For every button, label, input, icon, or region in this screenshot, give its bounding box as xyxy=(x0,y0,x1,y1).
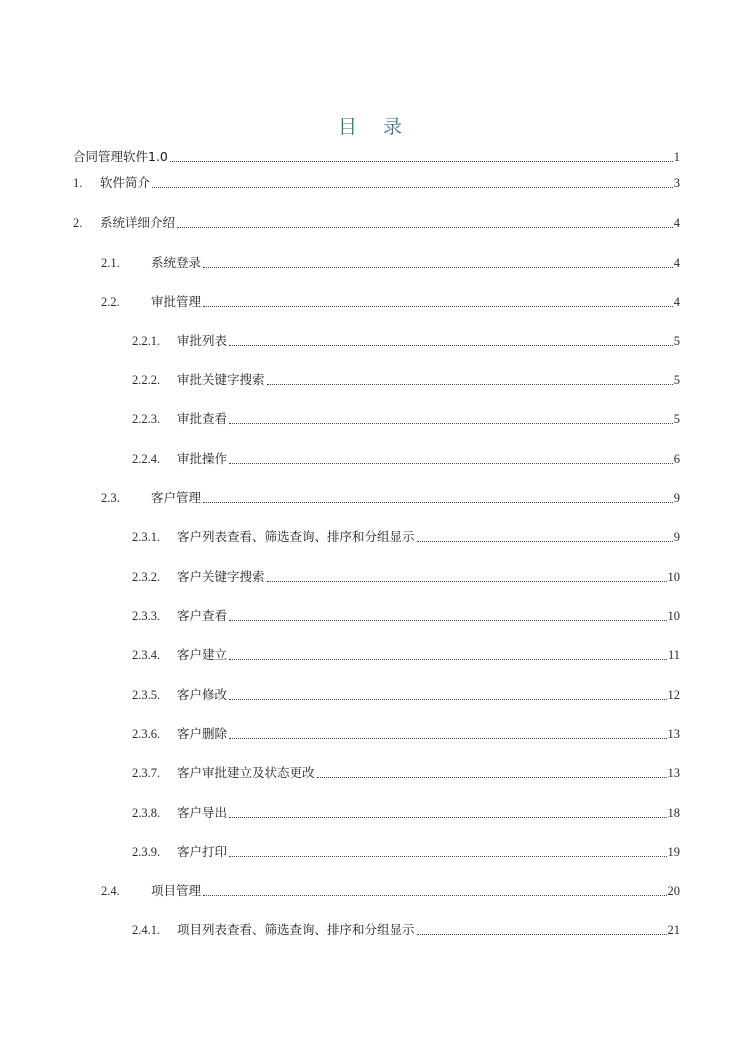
toc-page-number: 10 xyxy=(667,570,680,584)
toc-number: 2.4. xyxy=(101,884,120,898)
toc-label: 项目管理 xyxy=(151,883,202,898)
toc-entry[interactable] xyxy=(132,725,680,743)
dot-leader xyxy=(203,305,673,307)
dot-leader xyxy=(203,894,666,896)
dot-leader xyxy=(170,160,673,162)
toc-entry[interactable] xyxy=(132,843,680,861)
toc-page-number: 13 xyxy=(667,727,680,741)
dot-leader xyxy=(267,383,673,385)
toc-number: 2.2.2. xyxy=(132,373,161,387)
toc-page-number: 13 xyxy=(667,766,680,780)
toc-page-number: 5 xyxy=(673,373,680,387)
toc-page-number: 11 xyxy=(667,648,680,662)
toc-label: 合同管理软件1.0 xyxy=(73,149,168,164)
toc-entry[interactable] xyxy=(132,371,680,389)
toc-number: 2.3.9. xyxy=(132,845,161,859)
toc-entry[interactable] xyxy=(132,686,680,704)
toc-label: 项目列表查看、筛选查询、排序和分组显示 xyxy=(177,922,415,937)
toc-entry[interactable] xyxy=(132,410,680,428)
toc-number: 2.2.1. xyxy=(132,334,161,348)
toc-page-number: 19 xyxy=(667,845,680,859)
toc-page-number: 21 xyxy=(667,923,680,937)
toc-label: 客户查看 xyxy=(177,608,228,623)
dot-leader xyxy=(317,776,667,778)
toc-number: 2.3.8. xyxy=(132,806,161,820)
dot-leader xyxy=(229,422,673,424)
dot-leader xyxy=(229,698,666,700)
toc-number: 2.3.7. xyxy=(132,766,161,780)
toc-entry[interactable] xyxy=(132,646,680,664)
dot-leader xyxy=(203,266,673,268)
toc-number: 2.2.3. xyxy=(132,412,161,426)
toc-label: 客户列表查看、筛选查询、排序和分组显示 xyxy=(177,529,415,544)
toc-title: 目 录 xyxy=(337,116,413,138)
dot-leader xyxy=(229,658,667,660)
toc-entry[interactable] xyxy=(73,148,680,166)
toc-label: 客户关键字搜索 xyxy=(177,569,265,584)
toc-page-number: 1 xyxy=(673,150,680,164)
toc-entry[interactable] xyxy=(132,764,680,782)
dot-leader xyxy=(177,226,673,228)
dot-leader xyxy=(229,462,673,464)
toc-number: 2.3.4. xyxy=(132,648,161,662)
dot-leader xyxy=(267,580,667,582)
toc-entry[interactable] xyxy=(101,489,680,507)
toc-label: 系统详细介绍 xyxy=(100,215,176,230)
toc-number: 2.4.1. xyxy=(132,923,161,937)
toc-page-number: 3 xyxy=(673,176,680,190)
toc-page-number: 20 xyxy=(667,884,680,898)
toc-entry[interactable] xyxy=(132,568,680,586)
toc-page-number: 5 xyxy=(673,334,680,348)
dot-leader xyxy=(417,933,667,935)
dot-leader xyxy=(417,540,673,542)
toc-number: 2. xyxy=(73,216,83,230)
toc-page-number: 9 xyxy=(673,491,680,505)
toc-label: 审批查看 xyxy=(177,411,228,426)
dot-leader xyxy=(229,816,666,818)
toc-label: 审批列表 xyxy=(177,333,228,348)
toc-number: 2.2.4. xyxy=(132,452,161,466)
toc-entry[interactable] xyxy=(132,450,680,468)
toc-page-number: 12 xyxy=(667,688,680,702)
toc-label: 审批管理 xyxy=(151,294,202,309)
toc-number: 2.3.5. xyxy=(132,688,161,702)
toc-number: 2.2. xyxy=(101,295,120,309)
toc-page-number: 9 xyxy=(673,530,680,544)
toc-label: 客户删除 xyxy=(177,726,228,741)
toc-entry[interactable] xyxy=(101,293,680,311)
toc-page-number: 4 xyxy=(673,256,680,270)
dot-leader xyxy=(229,344,673,346)
toc-page-number: 4 xyxy=(673,216,680,230)
toc-entry[interactable] xyxy=(73,214,680,232)
toc-page-number: 18 xyxy=(667,806,680,820)
toc-entry[interactable] xyxy=(132,332,680,350)
dot-leader xyxy=(152,186,673,188)
toc-label: 客户建立 xyxy=(177,647,228,662)
toc-label: 客户导出 xyxy=(177,805,228,820)
toc-number: 2.3.6. xyxy=(132,727,161,741)
toc-label: 系统登录 xyxy=(151,255,202,270)
toc-entry[interactable] xyxy=(132,804,680,822)
toc-page-number: 10 xyxy=(667,609,680,623)
toc-entry[interactable] xyxy=(132,528,680,546)
toc-label: 审批关键字搜索 xyxy=(177,372,265,387)
dot-leader xyxy=(229,737,666,739)
toc-label: 客户修改 xyxy=(177,687,228,702)
toc-number: 2.3. xyxy=(101,491,120,505)
toc-number: 2.3.3. xyxy=(132,609,161,623)
toc-page-number: 5 xyxy=(673,412,680,426)
toc-number: 2.3.1. xyxy=(132,530,161,544)
toc-label: 客户审批建立及状态更改 xyxy=(177,765,315,780)
dot-leader xyxy=(229,855,666,857)
toc-entry[interactable] xyxy=(132,921,680,939)
toc-page-number: 6 xyxy=(673,452,680,466)
toc-label: 审批操作 xyxy=(177,451,228,466)
toc-number: 2.3.2. xyxy=(132,570,161,584)
toc-label: 客户管理 xyxy=(151,490,202,505)
toc-number: 1. xyxy=(73,176,83,190)
toc-entry[interactable] xyxy=(73,174,680,192)
toc-entry[interactable] xyxy=(101,882,680,900)
toc-number: 2.1. xyxy=(101,256,120,270)
dot-leader xyxy=(229,619,666,621)
toc-label: 客户打印 xyxy=(177,844,228,859)
dot-leader xyxy=(203,501,673,503)
toc-entry[interactable] xyxy=(132,607,680,625)
toc-entry[interactable] xyxy=(101,254,680,272)
toc-label: 软件简介 xyxy=(100,175,151,190)
toc-page-number: 4 xyxy=(673,295,680,309)
